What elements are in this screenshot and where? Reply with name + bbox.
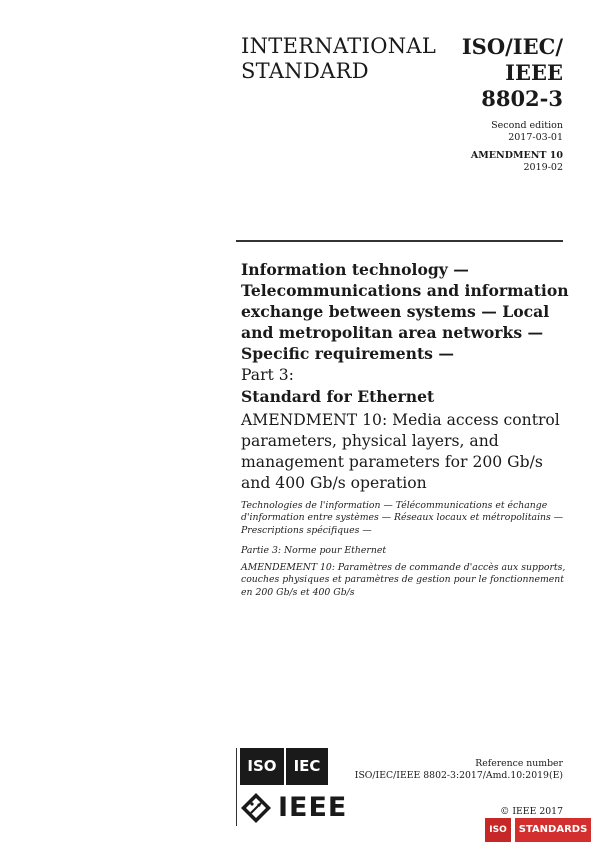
part-title: Standard for Ethernet: [241, 387, 435, 406]
iso-logo: ISO: [240, 748, 284, 785]
standard-number-line3: 8802-3: [481, 86, 563, 111]
amendment-date: 2019-02: [523, 162, 563, 173]
iec-logo: IEC: [286, 748, 328, 785]
edition-info: [363, 120, 563, 174]
main-title-line: Information technology —: [241, 260, 469, 279]
amendment-title-line: management parameters for 200 Gb/s: [241, 453, 543, 471]
french-title-line: Technologies de l'information — Télécommunications et échange: [241, 500, 548, 511]
french-amendment: [241, 562, 571, 599]
reference-label: Reference number: [475, 758, 563, 769]
standard-number-line1: ISO/IEC/: [461, 34, 563, 59]
reference-value: ISO/IEC/IEEE 8802-3:2017/Amd.10:2019(E): [354, 769, 563, 781]
main-title-line: Specific requirements —: [241, 344, 454, 363]
amendment-title: [241, 410, 571, 494]
store-badge-logo: ISO: [485, 818, 511, 842]
copyright: © IEEE 2017: [500, 806, 563, 817]
edition-date: 2017-03-01: [508, 132, 563, 143]
amendment-label: AMENDMENT 10: [470, 150, 563, 161]
french-title: [241, 500, 571, 537]
document-type-line1: INTERNATIONAL: [241, 34, 437, 58]
main-title-line: and metropolitan area networks —: [241, 323, 544, 342]
main-title-line: exchange between systems — Local: [241, 302, 550, 321]
standard-number-line2: IEEE: [505, 60, 563, 85]
french-title-line: Prescriptions spécifiques —: [241, 524, 372, 536]
french-amendment-line: AMENDEMENT 10: Paramètres de commande d'accès aux supports,: [241, 562, 566, 573]
part-label: Part 3:: [241, 366, 294, 384]
document-type-line2: STANDARD: [241, 59, 369, 83]
main-title: [241, 259, 571, 364]
edition-text: Second edition: [491, 120, 563, 131]
french-part: Partie 3: Norme pour Ethernet: [241, 545, 387, 556]
amendment-title-line: and 400 Gb/s operation: [241, 474, 427, 492]
amendment-title-line: parameters, physical layers, and: [241, 432, 499, 450]
store-badge-text: STANDARDS: [515, 818, 591, 842]
title-divider: [236, 240, 563, 242]
logo-divider: [236, 748, 237, 826]
ieee-logo: IEEE: [278, 792, 348, 823]
french-title-line: d'information entre systèmes — Réseaux locaux et métropolitains —: [241, 512, 564, 524]
ieee-diamond-icon: [240, 792, 272, 824]
main-title-line: Telecommunications and information: [241, 281, 569, 300]
french-amendment-line: couches physiques et paramètres de gestion pour le fonctionnement: [241, 574, 565, 586]
french-amendment-line: en 200 Gb/s et 400 Gb/s: [241, 586, 355, 598]
standard-number: [403, 34, 563, 112]
amendment-title-line: AMENDMENT 10: Media access control: [241, 411, 560, 429]
reference-number: [313, 758, 563, 781]
part-heading: [241, 365, 571, 407]
